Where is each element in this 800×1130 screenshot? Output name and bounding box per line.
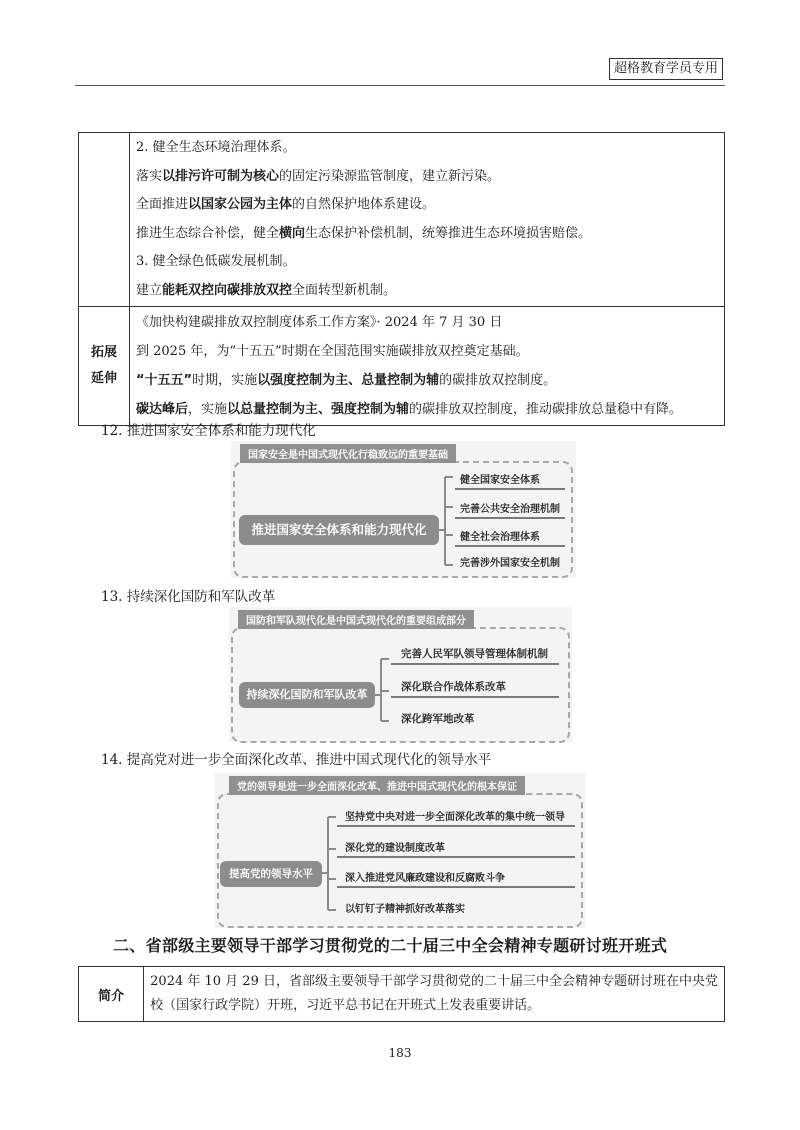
text-run: 的固定污染源监管制度，建立新污染。: [279, 168, 501, 184]
extension-label-line1: 拓展: [90, 345, 117, 360]
table-line: [131, 308, 723, 337]
extension-label: [79, 307, 130, 426]
intro-table: [78, 966, 725, 1022]
policy-table: [78, 132, 725, 426]
intro-text-line: 2024 年 10 月 29 日，省部级主要领导干部学习贯彻党的二十届三中全会精神专题研讨班在中央党: [150, 974, 718, 989]
diagram-item: 深化党的建设制度改革: [345, 843, 445, 854]
diagram-item: 以钉钉子精神抓好改革落实: [345, 904, 465, 915]
emphasis-text: 碳达峰后: [136, 402, 189, 417]
extension-label-line2: 延伸: [90, 371, 117, 386]
continued-content-cell: [130, 133, 725, 307]
diagram-item: 健全社会治理体系: [460, 532, 540, 543]
text-run: 时期，实施: [192, 373, 258, 388]
section2-heading: 二、省部级主要领导干部学习贯彻党的二十届三中全会精神专题研讨班开班式: [113, 936, 668, 955]
diagram-item-underline: [337, 856, 575, 858]
diagram-item: 深化跨军地改革: [401, 713, 475, 725]
diagram-item-underline: [391, 663, 559, 665]
diagram-center-node: 推进国家安全体系和能力现代化: [239, 515, 439, 545]
table-line: [131, 191, 723, 220]
emphasis-text: 以排污许可制为核心: [162, 168, 280, 184]
text-run: 生态保护补偿机制，统筹推进生态环境损害赔偿。: [305, 225, 592, 241]
text-run: 全面转型新机制。: [292, 282, 397, 298]
diagram-item-underline: [337, 825, 575, 827]
diagram-tag: 国家安全是中国式现代化行稳致远的重要基础: [240, 444, 456, 463]
table-side-cell-empty: [79, 133, 130, 307]
diagram-tag: 党的领导是进一步全面深化改革、推进中国式现代化的根本保证: [229, 776, 525, 795]
diagram-item-underline: [391, 696, 559, 698]
emphasis-text: 能耗双控向碳排放双控: [162, 282, 293, 298]
diagram-item: 健全国家安全体系: [460, 475, 540, 486]
diagram-item: 深化联合作战体系改革: [401, 681, 506, 693]
text-run: 建立: [136, 282, 163, 298]
intro-label: 简介: [79, 967, 144, 1022]
text-run: 到 2025 年，为“十五五”时期在全国范围实施碳排放双控奠定基础。: [136, 344, 529, 359]
diagram-item: 完善涉外国家安全机制: [460, 558, 560, 569]
extension-lines: [131, 308, 723, 424]
table-line: [131, 248, 723, 277]
section-heading: 12. 推进国家安全体系和能力现代化: [101, 423, 316, 439]
diagram-item-underline: [337, 886, 575, 888]
text-run: 《加快构建碳排放双控制度体系工作方案》· 2024 年 7 月 30 日: [136, 315, 503, 330]
text-run: 的自然保护地体系建设。: [292, 197, 436, 212]
header-rule: [75, 85, 725, 86]
section-heading: 14. 提高党对进一步全面深化改革、推进中国式现代化的领导水平: [101, 752, 492, 768]
diagram-center-node: 持续深化国防和军队改革: [239, 682, 375, 708]
text-run: 的碳排放双控制度。: [439, 373, 557, 388]
page-number: 183: [388, 1046, 412, 1060]
text-run: ，实施: [188, 402, 228, 417]
diagram-tag: 国防和军队现代化是中国式现代化的重要组成部分: [238, 610, 474, 629]
table-line: [131, 337, 723, 366]
text-run: 推进生态综合补偿，健全: [136, 225, 280, 241]
diagram-item-underline: [455, 517, 565, 519]
emphasis-text: 以国家公园为主体: [188, 197, 293, 212]
diagram-item: 坚持党中央对进一步全面深化改革的集中统一领导: [345, 812, 565, 823]
text-run: 的碳排放双控制度，推动碳排放总量稳中有降。: [409, 402, 683, 417]
text-run: 2. 健全生态环境治理体系。: [136, 140, 296, 155]
text-run: 3. 健全绿色低碳发展机制。: [136, 254, 296, 269]
text-run: 落实: [136, 168, 163, 184]
diagram-item: 深入推进党风廉政建设和反腐败斗争: [345, 873, 505, 884]
table-line: [131, 277, 723, 306]
extension-content-cell: [130, 307, 725, 426]
diagram-defense-reform: [229, 607, 572, 742]
emphasis-text: 横向: [279, 225, 306, 241]
emphasis-text: 以总量控制为主、强度控制为辅: [227, 402, 410, 417]
intro-text-line: 校（国家行政学院）开班，习近平总书记在开班式上发表重要讲话。: [150, 998, 541, 1013]
table-line: [131, 366, 723, 395]
table-line: [131, 220, 723, 249]
diagram-item-underline: [455, 545, 565, 547]
diagram-national-security: [231, 441, 576, 578]
diagram-center-node: 提高党的领导水平: [220, 861, 322, 887]
header-badge: 超格教育学员专用: [609, 58, 723, 80]
continued-lines: [131, 134, 723, 305]
table-line: [131, 134, 723, 163]
diagram-party-leadership: [215, 773, 585, 928]
table-line: [131, 163, 723, 192]
emphasis-text: “十五五”: [136, 373, 193, 388]
text-run: 全面推进: [136, 197, 189, 212]
diagram-item-underline: [455, 488, 565, 490]
section-heading: 13. 持续深化国防和军队改革: [101, 589, 276, 605]
diagram-item: 完善人民军队领导管理体制机制: [401, 648, 548, 660]
emphasis-text: 以强度控制为主、总量控制为辅: [257, 373, 440, 388]
diagram-item: 完善公共安全治理机制: [460, 504, 560, 515]
